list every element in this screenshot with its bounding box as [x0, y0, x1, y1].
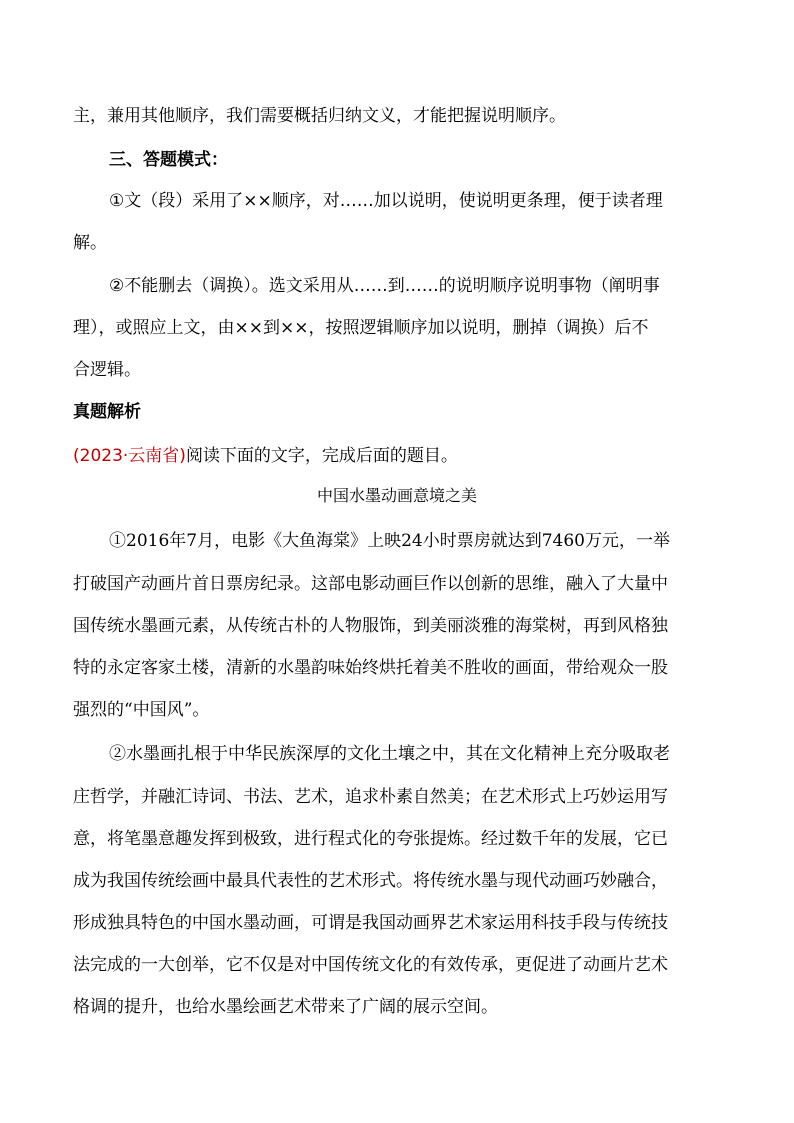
source-tag: (2023·云南省): [73, 446, 186, 466]
answer-item-2-line-1: ②不能删去（调换）。选文采用从……到……的说明顺序说明事物（阐明事: [109, 276, 660, 296]
answer-item-2-line-2: 理），或照应上文，由××到××，按照逻辑顺序加以说明，删掉（调换）后不: [73, 318, 649, 338]
analysis-heading: 真题解析: [73, 402, 141, 422]
paragraph-2-line: 形成独具特色的中国水墨动画，可谓是我国动画界艺术家运用科技手段与传统技: [73, 913, 668, 933]
answer-item-2-line-3: 合逻辑。: [73, 360, 141, 380]
answer-item-1-line-2: 解。: [73, 233, 107, 253]
paragraph-1-line: 特的永定客家土楼，清新的水墨韵味始终烘托着美不胜收的画面，带给观众一股: [73, 658, 668, 678]
paragraph-2-line: 法完成的一大创举，它不仅是对中国传统文化的有效传承，更促进了动画片艺术: [73, 955, 668, 975]
paragraph-2-line: 成为我国传统绘画中最具代表性的艺术形式。将传统水墨与现代动画巧妙融合，: [73, 871, 668, 891]
paragraph-1-line: 国传统水墨画元素，从传统古朴的人物服饰，到美丽淡雅的海棠树，再到风格独: [73, 616, 668, 636]
question-instruction: 阅读下面的文字，完成后面的题目。: [185, 446, 458, 466]
intro-line: 主，兼用其他顺序，我们需要概括归纳文义，才能把握说明顺序。: [73, 106, 566, 126]
answer-item-1-line-1: ①文（段）采用了××顺序，对……加以说明，使说明更条理，便于读者理: [109, 191, 663, 211]
paragraph-2-line: 庄哲学，并融汇诗词、书法、艺术，追求朴素自然美；在艺术形式上巧妙运用写: [73, 787, 668, 807]
paragraph-2-line: 意，将笔墨意趣发挥到极致，进行程式化的夸张提炼。经过数千年的发展，它已: [73, 829, 668, 849]
answer-mode-heading: 三、答题模式：: [109, 150, 228, 170]
paragraph-2-line: ②水墨画扎根于中华民族深厚的文化土壤之中，其在文化精神上充分吸取老: [109, 744, 670, 764]
paragraph-1-line: 打破国产动画片首日票房纪录。这部电影动画巨作以创新的思维，融入了大量中: [73, 574, 668, 594]
paragraph-2-line: 格调的提升，也给水墨绘画艺术带来了广阔的展示空间。: [73, 997, 498, 1017]
question-intro: [73, 444, 723, 468]
article-title: 中国水墨动画意境之美: [316, 486, 477, 505]
paragraph-1-line: ①2016年7月，电影《大鱼海棠》上映24小时票房就达到7460万元，一举: [109, 531, 670, 551]
paragraph-1-line: 强烈的“中国风”。: [73, 700, 210, 720]
